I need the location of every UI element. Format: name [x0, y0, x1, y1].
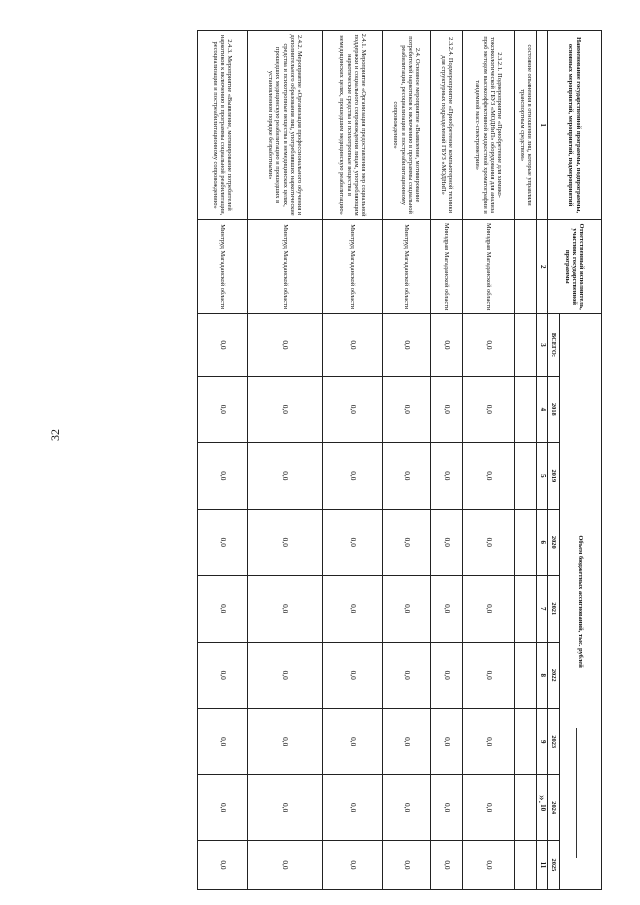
row-year-value: 0,0 [198, 775, 248, 840]
row-year-value: 0,0 [248, 775, 323, 840]
row-year-value: 0,0 [383, 576, 431, 642]
table-row [515, 31, 537, 890]
table-row [463, 31, 515, 890]
row-year-value: 0,0 [463, 708, 515, 774]
row-total-value: 0,0 [463, 314, 515, 376]
header-name: Наименование государственной программы, подпрограммы, основных мероприятий, мероприятий, подмероприятий [548, 31, 602, 220]
row-year-value: 0,0 [463, 376, 515, 442]
row-year-value: 0,0 [463, 576, 515, 642]
column-number: 7 [537, 576, 548, 642]
header-year: 2023 [548, 708, 560, 774]
row-year-value: 0,0 [383, 376, 431, 442]
row-year-value: 0,0 [383, 642, 431, 708]
row-name: 2.3.2.1. Подмероприятие «Приобретение для химико-токсикологической ГБУЗ «МОДНиП» оборудования для анализа проб методом высокоэффективной жидкостной хроматографии и тандемной масс-спектрометрии» [463, 31, 515, 220]
row-year-value: 0,0 [383, 708, 431, 774]
row-year-value: 0,0 [198, 642, 248, 708]
page-number: 32 [48, 429, 62, 441]
row-year-value: 0,0 [248, 840, 323, 889]
row-year-value: 0,0 [323, 840, 383, 889]
row-year-value: 0,0 [383, 509, 431, 575]
column-number: 8 [537, 642, 548, 708]
row-year-value: 0,0 [463, 443, 515, 509]
row-year-value: 0,0 [463, 775, 515, 840]
row-year-value: 0,0 [198, 509, 248, 575]
table-row [383, 31, 431, 890]
footer-rule [576, 728, 577, 858]
row-year-value: 0,0 [431, 840, 463, 889]
row-year-value: 0,0 [431, 642, 463, 708]
row-year-value: 0,0 [248, 376, 323, 442]
row-year-value: 0,0 [463, 642, 515, 708]
row-name: 2.4.3. Мероприятие «Выявление, мотивирование потребителей наркотиков к включению в программы социальной реабилитации, ресоциализации и постреабилитационному сопровождению» [198, 31, 248, 220]
row-name: 2.4.2. Мероприятие «Организация профессионального обучения и дополнительного образования лиц, употреблявших наркотические средства и психотропные вещества в немедицинских целях, прошедших медицинскую реабилитацию и прошедших в установленном порядке безработными» [248, 31, 323, 220]
row-executor: Минздрав Магаданской области [431, 220, 463, 314]
table-row [248, 31, 323, 890]
rotated-table-container [65, 30, 602, 890]
table-row [431, 31, 463, 890]
row-executor [515, 220, 537, 314]
row-year-value [515, 376, 537, 442]
row-year-value [515, 642, 537, 708]
row-year-value: 0,0 [431, 576, 463, 642]
row-year-value: 0,0 [198, 708, 248, 774]
row-year-value: 0,0 [323, 443, 383, 509]
row-year-value: 0,0 [383, 443, 431, 509]
row-name: 2.4.1. Мероприятие «Организация предоставления мер социальной поддержки и социального сопровождения лицам, употребляющим наркотические средства и психотропные вещества в немедицинских целях, прошедшим медицинскую реабилитацию» [323, 31, 383, 220]
table-row [198, 31, 248, 890]
row-year-value: 0,0 [383, 775, 431, 840]
row-name: 2.3.2.4. Подмероприятие «Приобретение компьютерной техники для структурных подразделений ГБУЗ «МОДНиП» [431, 31, 463, 220]
header-year: 2024 [548, 775, 560, 840]
column-number: 6 [537, 509, 548, 575]
row-year-value: 0,0 [323, 376, 383, 442]
closing-quote: ». [536, 795, 548, 804]
row-year-value: 0,0 [323, 775, 383, 840]
budget-table [197, 30, 602, 890]
row-year-value: 0,0 [198, 840, 248, 889]
row-year-value: 0,0 [431, 509, 463, 575]
header-executor: Ответственный исполнитель, участник государственной программы [548, 220, 602, 314]
row-year-value: 0,0 [431, 376, 463, 442]
row-year-value [515, 509, 537, 575]
row-year-value: 0,0 [198, 376, 248, 442]
column-number: 9 [537, 708, 548, 774]
column-number: 4 [537, 376, 548, 442]
row-year-value: 0,0 [198, 443, 248, 509]
row-total-value: 0,0 [431, 314, 463, 376]
row-year-value: 0,0 [383, 840, 431, 889]
row-year-value: 0,0 [323, 708, 383, 774]
row-total-value: 0,0 [323, 314, 383, 376]
row-executor: Минтруд Магаданской области [383, 220, 431, 314]
row-year-value: 0,0 [431, 708, 463, 774]
row-year-value: 0,0 [431, 775, 463, 840]
row-total-value: 0,0 [383, 314, 431, 376]
row-year-value: 0,0 [248, 642, 323, 708]
table-body [198, 31, 537, 890]
row-name: состояние опьянения в отношении лиц, которые управляли транспортным средством» [515, 31, 537, 220]
row-executor: Минтруд Магаданской области [198, 220, 248, 314]
header-year: 2025 [548, 840, 560, 889]
header-year: 2022 [548, 642, 560, 708]
row-total-value: 0,0 [198, 314, 248, 376]
row-year-value: 0,0 [431, 443, 463, 509]
row-year-value [515, 576, 537, 642]
header-year: 2020 [548, 509, 560, 575]
row-year-value: 0,0 [463, 509, 515, 575]
row-executor: Минтруд Магаданской области [248, 220, 323, 314]
row-total-value: 0,0 [248, 314, 323, 376]
row-year-value: 0,0 [323, 576, 383, 642]
row-total-value [515, 314, 537, 376]
header-year: 2018 [548, 376, 560, 442]
row-year-value: 0,0 [198, 576, 248, 642]
row-executor: Минтруд Магаданской области [323, 220, 383, 314]
row-year-value: 0,0 [323, 642, 383, 708]
column-number: 3 [537, 314, 548, 376]
column-number-row [537, 31, 548, 890]
column-number: 2 [537, 220, 548, 314]
row-year-value: 0,0 [323, 509, 383, 575]
column-number: 11 [537, 840, 548, 889]
table-row [323, 31, 383, 890]
header-year: 2021 [548, 576, 560, 642]
header-total: ВСЕГО: [548, 314, 560, 376]
row-year-value: 0,0 [248, 509, 323, 575]
row-year-value [515, 443, 537, 509]
column-number: 5 [537, 443, 548, 509]
row-name: 2.4. Основное мероприятие «Выявление, мотивирование потребителей наркотиков к включению в программы социальной реабилитации, ресоциализации и постреабилитационному сопровождению» [383, 31, 431, 220]
column-number: 10 [537, 775, 548, 840]
header-year: 2019 [548, 443, 560, 509]
row-year-value: 0,0 [248, 443, 323, 509]
column-number: 1 [537, 31, 548, 220]
row-year-value [515, 708, 537, 774]
row-executor: Минздрав Магаданской области [463, 220, 515, 314]
row-year-value [515, 775, 537, 840]
header-budget-group: Объем бюджетных ассигнований, тыс. рублей [560, 314, 602, 890]
row-year-value: 0,0 [248, 708, 323, 774]
row-year-value [515, 840, 537, 889]
row-year-value: 0,0 [463, 840, 515, 889]
row-year-value: 0,0 [248, 576, 323, 642]
